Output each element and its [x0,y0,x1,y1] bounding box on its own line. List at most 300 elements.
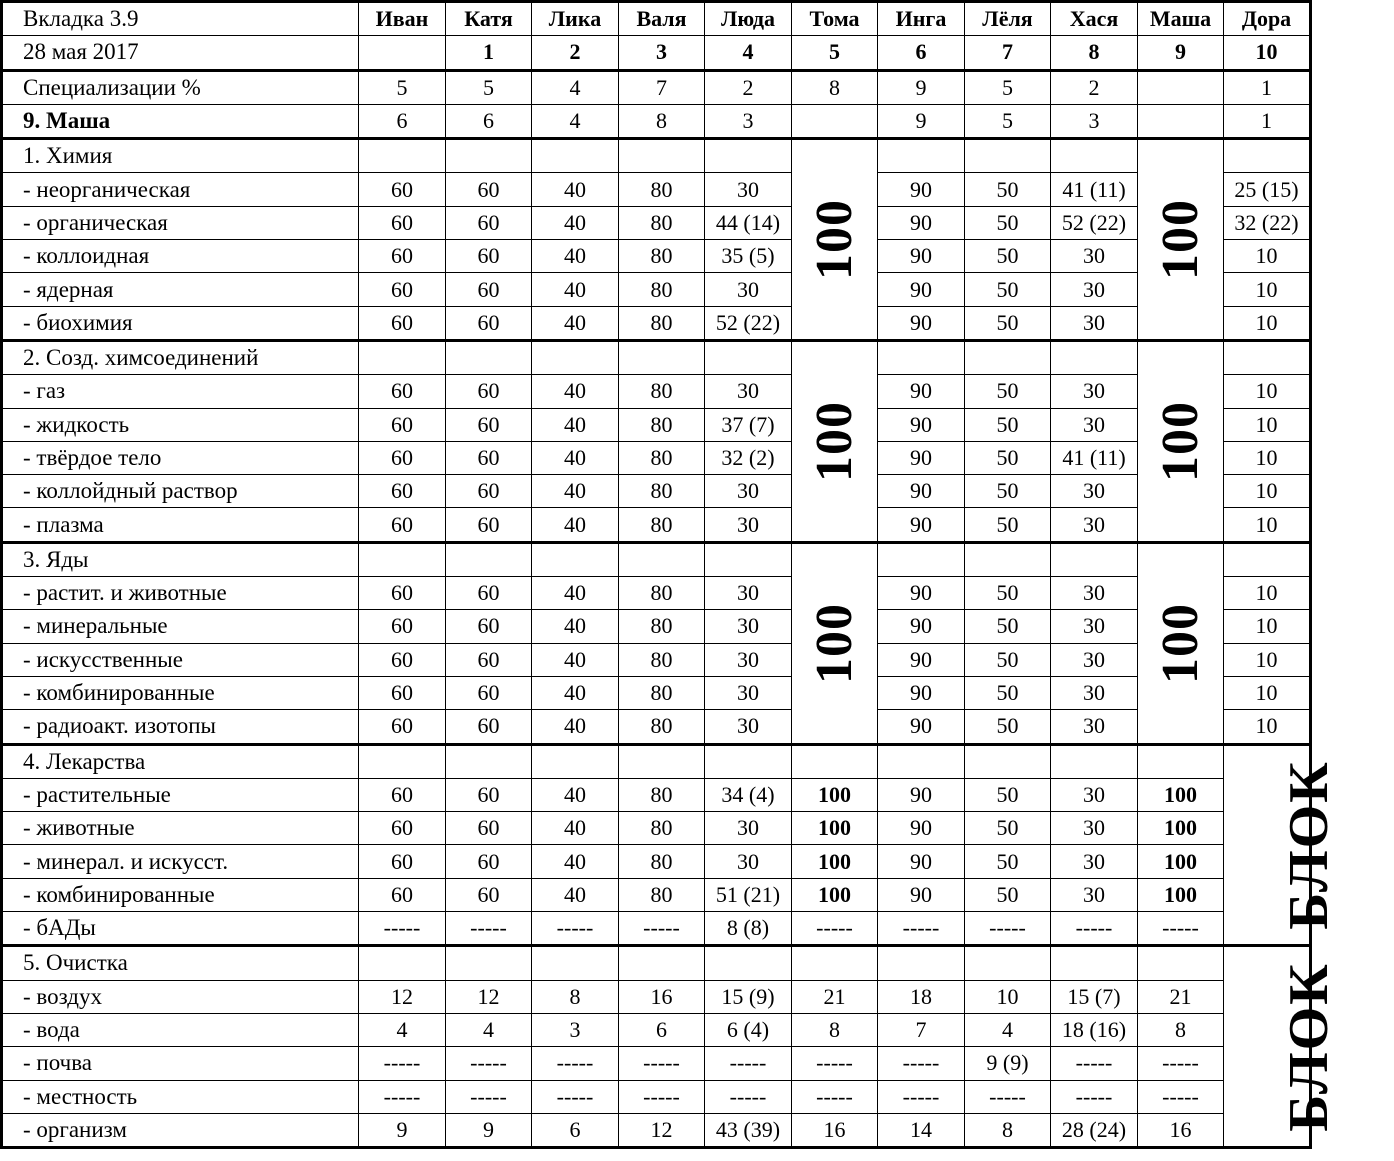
value-cell: 32 (2) [705,441,792,474]
value-cell: 50 [965,441,1051,474]
empty-cell [1138,744,1224,778]
data-row [2,1013,1311,1046]
value-cell: 30 [1051,643,1138,676]
value-cell: 60 [359,475,446,508]
empty-cell [619,946,705,980]
value-cell: 90 [878,475,965,508]
value-cell: 60 [446,778,532,811]
empty-cell [705,139,792,173]
value-cell: 60 [446,375,532,408]
empty-cell [532,744,619,778]
value-cell: 60 [446,710,532,744]
row-label: - твёрдое тело [2,441,359,474]
section-title: 4. Лекарства [2,744,359,778]
value-cell: 40 [532,878,619,911]
value-cell: 50 [965,240,1051,273]
number-cell: 2 [532,36,619,70]
value-cell: 50 [965,845,1051,878]
value-cell: 30 [705,577,792,610]
value-cell: 41 (11) [1051,441,1138,474]
value-cell: 30 [1051,878,1138,911]
value-cell: 60 [359,710,446,744]
value-cell: 14 [878,1113,965,1147]
value-cell: 7 [878,1013,965,1046]
value-cell: 80 [619,375,705,408]
value-cell: 34 (4) [705,778,792,811]
empty-cell [1051,139,1138,173]
value-cell: 60 [446,845,532,878]
value-cell: 10 [965,980,1051,1013]
merged-hundred-text: 100 [806,602,863,684]
value-cell: 2 [1051,70,1138,104]
value-cell: 80 [619,240,705,273]
value-cell: 60 [446,206,532,239]
name-cell: Лика [532,2,619,36]
value-cell: 100 [1138,845,1224,878]
value-cell: 50 [965,508,1051,542]
value-cell: 60 [446,610,532,643]
merged-hundred-cell [1138,139,1224,341]
value-cell: 5 [965,70,1051,104]
data-row [2,912,1311,946]
value-cell: 9 [878,104,965,138]
value-cell: 30 [1051,778,1138,811]
tab-title: Вкладка 3.9 [2,2,359,36]
value-cell: 60 [359,173,446,206]
number-cell: 1 [446,36,532,70]
empty-cell [705,946,792,980]
value-cell: 7 [619,70,705,104]
value-cell: 30 [705,475,792,508]
header-numbers-row [2,36,1311,70]
empty-cell [1138,946,1224,980]
value-cell: 90 [878,643,965,676]
value-cell: 50 [965,206,1051,239]
value-cell: ----- [965,912,1051,946]
value-cell: 60 [359,643,446,676]
number-cell: 10 [1224,36,1311,70]
empty-cell [965,139,1051,173]
value-cell: ----- [792,1047,878,1080]
value-cell: 90 [878,710,965,744]
value-cell: 40 [532,508,619,542]
data-row [2,676,1311,709]
section-title-row [2,542,1311,576]
empty-cell [878,946,965,980]
row-label: - газ [2,375,359,408]
row-label: - комбинированные [2,676,359,709]
value-cell: 60 [446,812,532,845]
empty-cell [1224,542,1311,576]
value-cell: 4 [359,1013,446,1046]
data-row [2,173,1311,206]
data-row [2,778,1311,811]
row-label: - плазма [2,508,359,542]
value-cell: 40 [532,643,619,676]
value-cell: 40 [532,812,619,845]
value-cell: 10 [1224,508,1311,542]
value-cell: 60 [359,240,446,273]
value-cell: 40 [532,240,619,273]
value-cell: 80 [619,676,705,709]
value-cell: 10 [1224,240,1311,273]
section-title-row [2,139,1311,173]
data-row [2,441,1311,474]
value-cell: 10 [1224,306,1311,340]
value-cell: 30 [1051,273,1138,306]
value-cell: 30 [705,508,792,542]
value-cell: 30 [1051,845,1138,878]
value-cell: 90 [878,778,965,811]
row-label: - неорганическая [2,173,359,206]
number-cell: 9 [1138,36,1224,70]
value-cell: ----- [965,1080,1051,1113]
value-cell: 8 [965,1113,1051,1147]
value-cell: ----- [1138,1047,1224,1080]
merged-hundred-text: 100 [806,400,863,482]
value-cell: 40 [532,710,619,744]
empty-cell [965,542,1051,576]
data-row [2,1080,1311,1113]
value-cell: ----- [359,912,446,946]
value-cell: 28 (24) [1051,1113,1138,1147]
value-cell: ----- [1051,1080,1138,1113]
value-cell: 40 [532,375,619,408]
value-cell: 30 [1051,577,1138,610]
row-label: - вода [2,1013,359,1046]
value-cell: 40 [532,577,619,610]
row-label: - воздух [2,980,359,1013]
value-cell: 9 (9) [965,1047,1051,1080]
value-cell: ----- [878,912,965,946]
value-cell: 80 [619,577,705,610]
number-cell [359,36,446,70]
value-cell: 12 [619,1113,705,1147]
value-cell: 60 [446,441,532,474]
value-cell: 100 [1138,878,1224,911]
value-cell: 6 [619,1013,705,1046]
row-label: - радиоакт. изотопы [2,710,359,744]
name-cell: Катя [446,2,532,36]
value-cell: 50 [965,375,1051,408]
value-cell: ----- [1051,912,1138,946]
value-cell: ----- [1138,1080,1224,1113]
value-cell: ----- [878,1047,965,1080]
value-cell: 30 [1051,475,1138,508]
value-cell: 40 [532,273,619,306]
name-cell: Иван [359,2,446,36]
name-cell: Дора [1224,2,1311,36]
empty-cell [1051,542,1138,576]
empty-cell [792,744,878,778]
value-cell: 10 [1224,375,1311,408]
empty-cell [532,340,619,374]
value-cell: 60 [359,375,446,408]
empty-cell [705,542,792,576]
blok-cell [1224,946,1340,1148]
row-label: Специализации % [2,70,359,104]
merged-hundred-text: 100 [806,199,863,281]
value-cell: 90 [878,408,965,441]
empty-cell [619,744,705,778]
value-cell: 40 [532,306,619,340]
value-cell: 9 [359,1113,446,1147]
empty-cell [446,340,532,374]
empty-cell [1051,946,1138,980]
value-cell: 90 [878,676,965,709]
value-cell: 4 [532,104,619,138]
value-cell: 90 [878,845,965,878]
empty-cell [1051,340,1138,374]
value-cell: 52 (22) [705,306,792,340]
value-cell: 80 [619,273,705,306]
merged-hundred-cell [1138,542,1224,744]
value-cell: 5 [965,104,1051,138]
value-cell: 43 (39) [705,1113,792,1147]
data-row [2,206,1311,239]
value-cell: 10 [1224,475,1311,508]
value-cell: ----- [532,1047,619,1080]
empty-cell [532,139,619,173]
merged-hundred-text: 100 [1152,602,1209,684]
value-cell: 35 (5) [705,240,792,273]
row-label: - комбинированные [2,878,359,911]
merged-hundred-cell [792,340,878,542]
value-cell: 10 [1224,577,1311,610]
empty-cell [619,340,705,374]
name-cell: Лёля [965,2,1051,36]
name-cell: Люда [705,2,792,36]
value-cell: 4 [532,70,619,104]
value-cell: 60 [446,643,532,676]
value-cell: 6 (4) [705,1013,792,1046]
value-cell: 60 [359,778,446,811]
row-label: - минерал. и искусст. [2,845,359,878]
value-cell: 50 [965,273,1051,306]
value-cell: 30 [705,676,792,709]
data-row [2,812,1311,845]
value-cell: 100 [792,812,878,845]
row-label: - растит. и животные [2,577,359,610]
value-cell: 30 [1051,676,1138,709]
empty-cell [359,744,446,778]
section-title-row [2,946,1311,980]
value-cell: ----- [446,912,532,946]
value-cell: 16 [619,980,705,1013]
value-cell: ----- [705,1047,792,1080]
row-label: - органическая [2,206,359,239]
value-cell: 30 [1051,375,1138,408]
value-cell: 44 (14) [705,206,792,239]
value-cell: 60 [446,306,532,340]
value-cell: 80 [619,778,705,811]
value-cell: 50 [965,173,1051,206]
value-cell: 8 (8) [705,912,792,946]
value-cell: 1 [1224,104,1311,138]
value-cell: 10 [1224,441,1311,474]
merged-hundred-cell [792,139,878,341]
value-cell: 60 [446,173,532,206]
value-cell: 8 [792,1013,878,1046]
value-cell: 30 [705,610,792,643]
row-label: - ядерная [2,273,359,306]
value-cell: 50 [965,676,1051,709]
value-cell: 30 [705,845,792,878]
value-cell: 41 (11) [1051,173,1138,206]
value-cell: 60 [359,508,446,542]
value-cell: 60 [446,508,532,542]
empty-cell [359,340,446,374]
value-cell [792,104,878,138]
table-body [2,2,1340,1148]
value-cell: ----- [619,1080,705,1113]
value-cell: 3 [1051,104,1138,138]
value-cell: 80 [619,710,705,744]
data-row [2,1047,1311,1080]
merged-hundred-cell [792,542,878,744]
value-cell: 90 [878,441,965,474]
value-cell: 30 [1051,812,1138,845]
empty-cell [1224,340,1311,374]
number-cell: 6 [878,36,965,70]
value-cell: 21 [792,980,878,1013]
row-label: - искусственные [2,643,359,676]
merged-hundred-text: 100 [1152,199,1209,281]
value-cell: 90 [878,306,965,340]
value-cell: 18 [878,980,965,1013]
data-row [2,273,1311,306]
value-cell: 80 [619,475,705,508]
value-cell: 40 [532,441,619,474]
value-cell: 90 [878,206,965,239]
value-cell: 4 [965,1013,1051,1046]
row-label: - организм [2,1113,359,1147]
empty-cell [446,946,532,980]
value-cell: 100 [792,845,878,878]
value-cell: 90 [878,878,965,911]
value-cell: 30 [1051,610,1138,643]
value-cell: 4 [446,1013,532,1046]
merged-hundred-text: 100 [1152,400,1209,482]
value-cell: 30 [705,273,792,306]
empty-cell [619,542,705,576]
value-cell: 60 [359,306,446,340]
value-cell: 90 [878,375,965,408]
value-cell: 80 [619,173,705,206]
blok-cell [1224,744,1340,946]
value-cell: 60 [359,273,446,306]
row-label: - местность [2,1080,359,1113]
empty-cell [965,946,1051,980]
number-cell: 5 [792,36,878,70]
empty-cell [619,139,705,173]
row-label: - растительные [2,778,359,811]
value-cell: ----- [619,1047,705,1080]
value-cell: ----- [446,1080,532,1113]
value-cell: 60 [446,408,532,441]
value-cell: ----- [792,912,878,946]
data-row [2,475,1311,508]
value-cell: 8 [1138,1013,1224,1046]
value-cell: 40 [532,206,619,239]
value-cell: 30 [1051,508,1138,542]
value-cell: 40 [532,845,619,878]
spec-row [2,70,1311,104]
value-cell: 6 [446,104,532,138]
value-cell: 60 [446,878,532,911]
value-cell: 80 [619,306,705,340]
value-cell: 15 (9) [705,980,792,1013]
value-cell: 6 [359,104,446,138]
value-cell: 40 [532,173,619,206]
row-label: - минеральные [2,610,359,643]
value-cell: 60 [359,676,446,709]
masha-row [2,104,1311,138]
value-cell: 60 [446,577,532,610]
value-cell: 15 (7) [1051,980,1138,1013]
empty-cell [965,340,1051,374]
row-label: - коллойдный раствор [2,475,359,508]
value-cell: ----- [359,1047,446,1080]
value-cell: 60 [359,812,446,845]
value-cell: 80 [619,878,705,911]
value-cell: 10 [1224,643,1311,676]
value-cell: 5 [446,70,532,104]
value-cell: 90 [878,508,965,542]
value-cell: 52 (22) [1051,206,1138,239]
value-cell: 80 [619,408,705,441]
value-cell: ----- [705,1080,792,1113]
section-title-row [2,744,1311,778]
blok-text: БЛОК [1277,961,1340,1132]
value-cell: 60 [359,610,446,643]
data-row [2,577,1311,610]
number-cell: 3 [619,36,705,70]
value-cell: 21 [1138,980,1224,1013]
data-row [2,508,1311,542]
value-cell: 12 [359,980,446,1013]
value-cell: 30 [1051,408,1138,441]
empty-cell [705,744,792,778]
value-cell: 30 [1051,240,1138,273]
empty-cell [359,946,446,980]
value-cell: 100 [792,878,878,911]
value-cell: 10 [1224,676,1311,709]
empty-cell [446,744,532,778]
value-cell: 30 [705,375,792,408]
value-cell: 60 [359,441,446,474]
row-label: - бАДы [2,912,359,946]
value-cell: 90 [878,240,965,273]
value-cell: ----- [532,1080,619,1113]
row-label: - животные [2,812,359,845]
data-row [2,1113,1311,1147]
empty-cell [359,542,446,576]
value-cell: 50 [965,878,1051,911]
section-title: 5. Очистка [2,946,359,980]
number-cell: 8 [1051,36,1138,70]
value-cell: 50 [965,778,1051,811]
value-cell: ----- [1138,912,1224,946]
value-cell: 10 [1224,273,1311,306]
value-cell: 100 [792,778,878,811]
empty-cell [1224,139,1311,173]
value-cell: 16 [792,1113,878,1147]
value-cell: 80 [619,441,705,474]
value-cell: ----- [359,1080,446,1113]
value-cell: 32 (22) [1224,206,1311,239]
value-cell: 8 [532,980,619,1013]
